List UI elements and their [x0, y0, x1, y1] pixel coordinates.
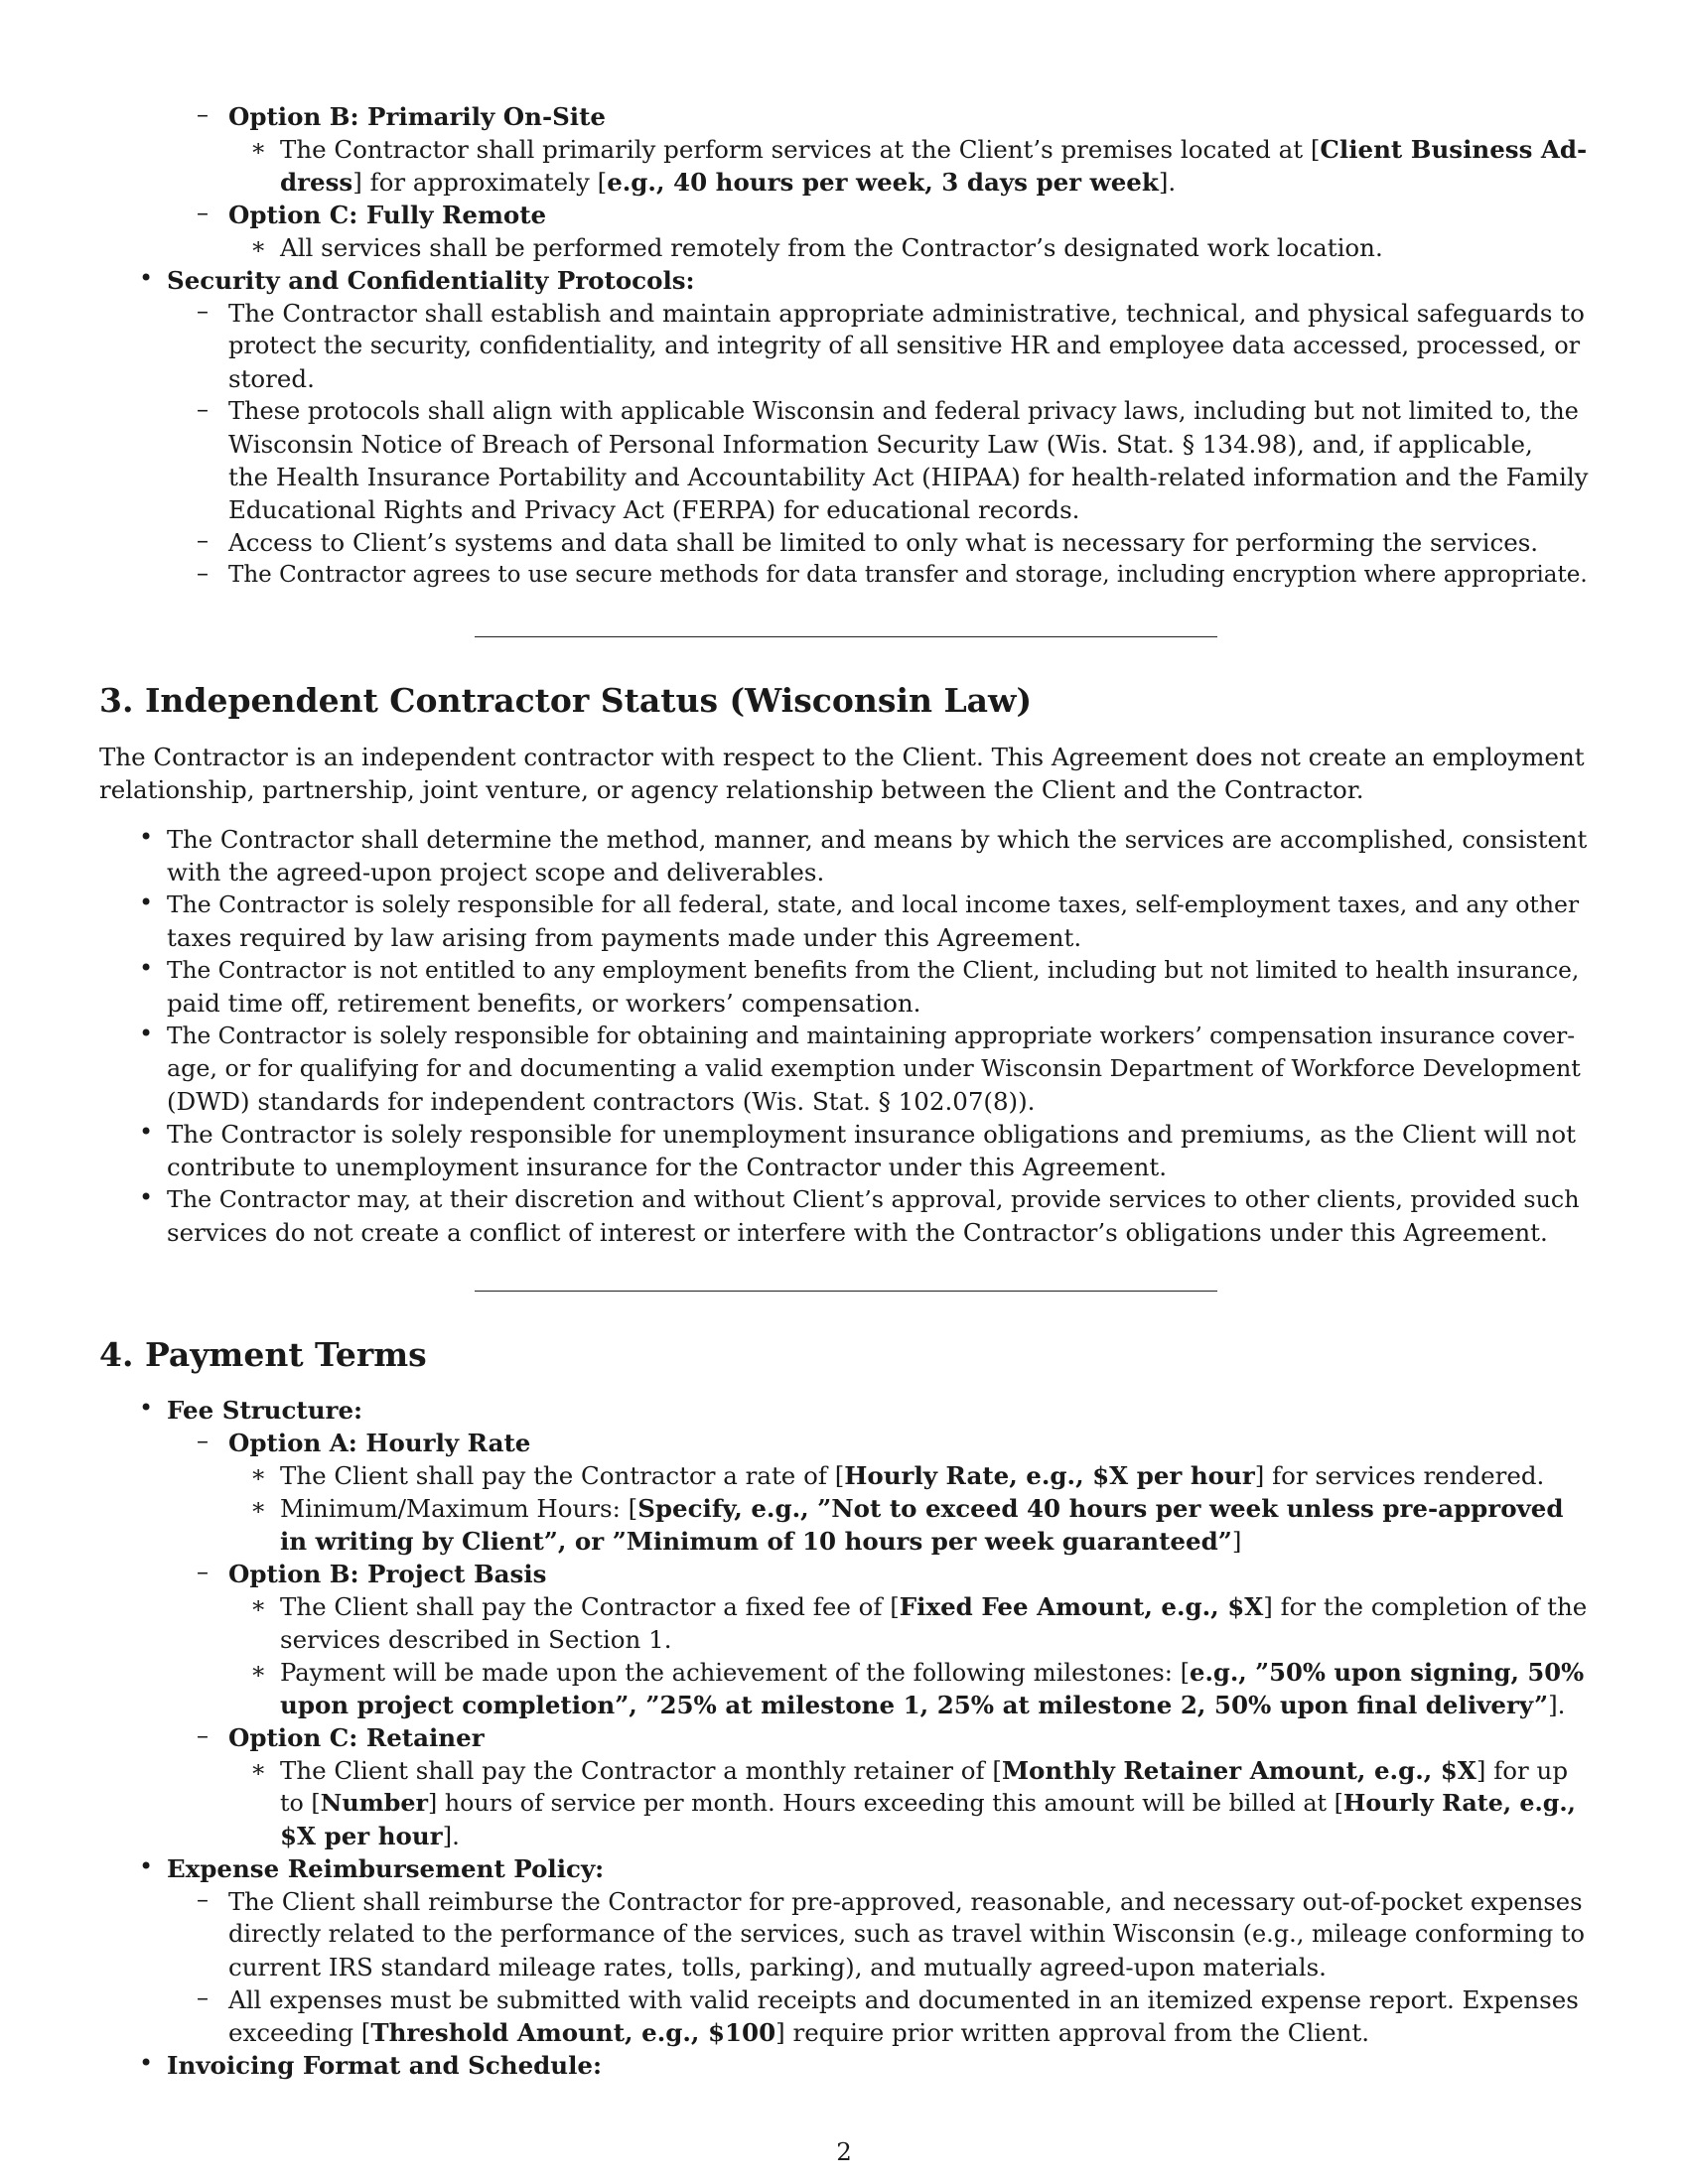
bullet-marker: • — [139, 2049, 154, 2077]
dash-marker: – — [197, 199, 209, 226]
dash-marker: – — [197, 1885, 209, 1913]
bullet-marker: • — [139, 954, 154, 982]
option-b-milestones-line1: Payment will be made upon the achievement of the following milestones: [e.g., ”50% upon signing, 50% — [280, 1658, 1585, 1687]
option-c-retainer-line1: The Client shall pay the Contractor a monthly retainer of [Monthly Retainer Amount, e.g., $X] for up — [280, 1756, 1569, 1785]
bullet-marker: • — [139, 1118, 154, 1146]
expense-p1-line1: The Client shall reimburse the Contractor for pre-approved, reasonable, and necessary out-of-pocket expenses — [228, 1887, 1583, 1916]
security-p1-line2: protect the security, confidentiality, and integrity of all sensitive HR and employee data accessed, processed, or — [228, 332, 1581, 359]
asterisk-marker: ∗ — [250, 232, 267, 260]
asterisk-marker: ∗ — [250, 1493, 267, 1521]
dash-marker: – — [197, 297, 209, 325]
asterisk-marker: ∗ — [250, 1591, 267, 1619]
asterisk-marker: ∗ — [250, 1460, 267, 1488]
status-item-5-line1: The Contractor is solely responsible for unemployment insurance obligations and premiums, as the Client will not — [167, 1120, 1576, 1149]
option-c-remote-title: Option C: Fully Remote — [228, 201, 547, 229]
status-item-6-line1: The Contractor may, at their discretion and without Client’s approval, provide services to other clients, provided such — [167, 1185, 1580, 1213]
dash-marker: – — [197, 1558, 209, 1585]
expense-policy-title: Expense Reimbursement Policy: — [167, 1854, 605, 1883]
security-p4: The Contractor agrees to use secure methods for data transfer and storage, including encryption where appropriate. — [228, 562, 1588, 588]
status-item-4-line3: (DWD) standards for independent contractors (Wis. Stat. § 102.07(8)). — [167, 1087, 1036, 1116]
security-p1-line3: stored. — [228, 364, 315, 393]
bullet-marker: • — [139, 823, 154, 851]
option-b-onsite-title: Option B: Primarily On-Site — [228, 102, 607, 131]
dash-marker: – — [197, 1427, 209, 1454]
bullet-marker: • — [139, 1852, 154, 1880]
security-p3: Access to Client’s systems and data shall be limited to only what is necessary for performing the services. — [228, 528, 1539, 557]
bullet-marker: • — [139, 264, 154, 292]
option-b-project-title: Option B: Project Basis — [228, 1560, 547, 1588]
section-divider — [475, 636, 1217, 637]
security-protocols-title: Security and Confidentiality Protocols: — [167, 266, 695, 295]
asterisk-marker: ∗ — [250, 1657, 267, 1685]
expense-p1-line2: directly related to the performance of the services, such as travel within Wisconsin (e.g., mileage conforming to — [228, 1920, 1585, 1948]
option-a-rate-text: The Client shall pay the Contractor a rate of [Hourly Rate, e.g., $X per hour] for services rendered. — [280, 1461, 1545, 1490]
status-item-2-line2: taxes required by law arising from payments made under this Agreement. — [167, 923, 1082, 952]
option-c-retainer-title: Option C: Retainer — [228, 1723, 485, 1752]
option-b-text-line2: dress] for approximately [e.g., 40 hours per week, 3 days per week]. — [280, 168, 1177, 197]
section-3-intro-line1: The Contractor is an independent contractor with respect to the Client. This Agreement does not create an employment — [99, 743, 1585, 771]
dash-marker: – — [197, 100, 209, 128]
page-number: 2 — [836, 2137, 852, 2166]
status-item-5-line2: contribute to unemployment insurance for the Contractor under this Agreement. — [167, 1153, 1168, 1181]
status-item-6-line2: services do not create a conflict of interest or interfere with the Contractor’s obligations under this Agreement. — [167, 1218, 1548, 1247]
security-p2-line1: These protocols shall align with applicable Wisconsin and federal privacy laws, including but not limited to, the — [228, 397, 1579, 425]
status-item-1-line2: with the agreed-upon project scope and deliverables. — [167, 858, 825, 887]
expense-p2-line1: All expenses must be submitted with valid receipts and documented in an itemized expense report. Expenses — [228, 1985, 1579, 2014]
status-item-3-line1: The Contractor is not entitled to any employment benefits from the Client, including but not limited to health insurance, — [167, 957, 1580, 984]
dash-marker: – — [197, 395, 209, 423]
security-p2-line2: Wisconsin Notice of Breach of Personal Information Security Law (Wis. Stat. § 134.98), and, if applicable, — [228, 430, 1533, 459]
option-b-text-line1: The Contractor shall primarily perform services at the Client’s premises located at [Client Business Ad- — [280, 135, 1588, 164]
bullet-marker: • — [139, 1020, 154, 1047]
dash-marker: – — [197, 559, 209, 587]
status-item-3-line2: paid time off, retirement benefits, or workers’ compensation. — [167, 989, 921, 1018]
option-a-hours-line2: in writing by Client”, or ”Minimum of 10 hours per week guaranteed”] — [280, 1527, 1242, 1556]
option-c-retainer-line2: to [Number] hours of service per month. Hours exceeding this amount will be billed at [Hourly Rate, e.g., — [280, 1789, 1576, 1817]
dash-marker: – — [197, 526, 209, 554]
expense-p1-line3: current IRS standard mileage rates, tolls, parking), and mutually agreed-upon materials. — [228, 1953, 1327, 1981]
expense-p2-line2: exceeding [Threshold Amount, e.g., $100] require prior written approval from the Client. — [228, 2018, 1370, 2047]
option-a-hours-line1: Minimum/Maximum Hours: [Specify, e.g., ”Not to exceed 40 hours per week unless pre-approved — [280, 1494, 1564, 1523]
option-c-text: All services shall be performed remotely from the Contractor’s designated work location. — [280, 233, 1383, 262]
section-divider — [475, 1291, 1217, 1292]
bullet-marker: • — [139, 1394, 154, 1422]
option-b-milestones-line2: upon project completion”, ”25% at milestone 1, 25% at milestone 2, 50% upon final delivery”]. — [280, 1691, 1566, 1719]
option-a-hourly-title: Option A: Hourly Rate — [228, 1429, 531, 1457]
security-p2-line3: the Health Insurance Portability and Accountability Act (HIPAA) for health-related information and the Family — [228, 463, 1589, 491]
bullet-marker: • — [139, 888, 154, 916]
security-p2-line4: Educational Rights and Privacy Act (FERPA) for educational records. — [228, 495, 1080, 524]
bullet-marker: • — [139, 1183, 154, 1211]
section-3-intro-line2: relationship, partnership, joint venture, or agency relationship between the Client and the Contractor. — [99, 775, 1364, 804]
status-item-2-line1: The Contractor is solely responsible for all federal, state, and local income taxes, self-employment taxes, and any other — [167, 890, 1580, 918]
asterisk-marker: ∗ — [250, 134, 267, 162]
status-item-1-line1: The Contractor shall determine the method, manner, and means by which the services are accomplished, consistent — [167, 825, 1588, 854]
status-item-4-line2: age, or for qualifying for and documenting a valid exemption under Wisconsin Department of Workforce Development — [167, 1054, 1581, 1082]
dash-marker: – — [197, 1983, 209, 2011]
section-4-heading: 4. Payment Terms — [99, 1335, 427, 1374]
section-3-heading: 3. Independent Contractor Status (Wisconsin Law) — [99, 681, 1033, 720]
dash-marker: – — [197, 1721, 209, 1749]
security-p1-line1: The Contractor shall establish and maintain appropriate administrative, technical, and physical safeguards to — [228, 299, 1585, 328]
fee-structure-title: Fee Structure: — [167, 1396, 363, 1425]
option-c-retainer-line3: $X per hour]. — [280, 1822, 460, 1850]
asterisk-marker: ∗ — [250, 1755, 267, 1783]
invoicing-title: Invoicing Format and Schedule: — [167, 2051, 603, 2080]
option-b-fee-line1: The Client shall pay the Contractor a fixed fee of [Fixed Fee Amount, e.g., $X] for the completion of the — [280, 1592, 1588, 1621]
option-b-fee-line2: services described in Section 1. — [280, 1625, 672, 1654]
status-item-4-line1: The Contractor is solely responsible for obtaining and maintaining appropriate workers’ compensation insurance cover- — [167, 1023, 1576, 1049]
